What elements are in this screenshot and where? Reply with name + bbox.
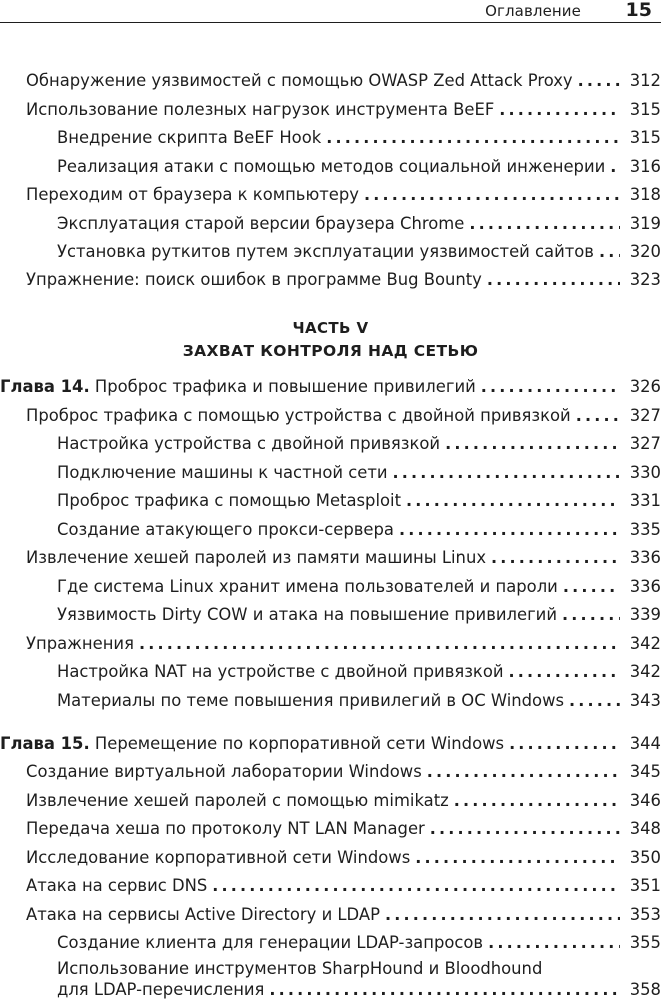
leader-dots <box>399 516 620 544</box>
toc-entry-text: для LDAP-перечисления <box>57 980 265 999</box>
toc-entry-page: 344 <box>629 734 661 753</box>
toc-entry[interactable] <box>0 544 661 572</box>
toc-entry[interactable] <box>0 430 661 458</box>
leader-dots <box>364 181 620 209</box>
leader-dots <box>212 872 620 900</box>
leader-dots <box>430 815 620 843</box>
toc-entry-page: 343 <box>629 691 661 710</box>
toc-entry-text: Атака на сервисы Active Directory и LDAP <box>26 905 380 924</box>
toc-entry-page: 336 <box>629 548 661 567</box>
toc-entry[interactable] <box>0 459 661 487</box>
leader-dots <box>454 787 620 815</box>
toc-entry-page: 335 <box>629 520 661 539</box>
leader-dots <box>139 630 620 658</box>
toc-entry-text: Подключение машины к частной сети <box>57 463 388 482</box>
leader-dots <box>469 210 620 238</box>
toc-entry-page: 331 <box>629 491 661 510</box>
toc-entry-page: 342 <box>629 662 661 681</box>
toc-entry-text: Извлечение хешей паролей с помощью mimikatz <box>26 791 449 810</box>
toc-entry-text: Атака на сервис DNS <box>26 876 208 895</box>
part-title: ЗАХВАТ КОНТРОЛЯ НАД СЕТЬЮ <box>182 342 479 360</box>
toc-entry-page: 323 <box>629 270 661 289</box>
toc-entry-page: 342 <box>629 634 661 653</box>
toc-entry-text: Создание атакующего прокси-сервера <box>57 520 394 539</box>
toc-entry[interactable] <box>0 96 661 124</box>
toc-entry-text: Использование полезных нагрузок инструмента BeEF <box>26 100 495 119</box>
header-page-number: 15 <box>625 0 652 21</box>
toc-entry-page: 330 <box>629 463 661 482</box>
leader-dots <box>488 929 620 957</box>
toc-entry-page: 351 <box>629 876 661 895</box>
toc-chapter-15[interactable] <box>0 730 661 758</box>
toc-entry-text: Реализация атаки с помощью методов социальной инженерии <box>57 157 606 176</box>
toc-entry-text: Внедрение скрипта BeEF Hook <box>57 128 322 147</box>
leader-dots <box>427 758 620 786</box>
chapter-heading <box>0 373 476 401</box>
leader-dots <box>509 730 620 758</box>
leader-dots <box>569 687 620 715</box>
leader-dots <box>491 544 620 572</box>
toc-entry[interactable] <box>0 181 661 209</box>
toc-entry[interactable] <box>0 658 661 686</box>
toc-entry-page: 346 <box>629 791 661 810</box>
toc-entry[interactable] <box>0 844 661 872</box>
toc-entry-text: Упражнения <box>26 634 134 653</box>
leader-dots <box>487 266 620 294</box>
toc-entry-text: Настройка NAT на устройстве с двойной привязкой <box>57 662 504 681</box>
toc-entry-page: 353 <box>629 905 661 924</box>
leader-dots <box>415 844 620 872</box>
toc-entry-page: 327 <box>629 406 661 425</box>
toc-entry[interactable] <box>0 153 661 181</box>
toc-entry-page: 319 <box>629 214 661 233</box>
toc-entry-page: 339 <box>629 605 661 624</box>
toc-entry-text: Где система Linux хранит имена пользователей и пароли <box>57 577 558 596</box>
toc-entry[interactable] <box>0 124 661 152</box>
chapter-heading <box>0 730 504 758</box>
toc-entry-text: Упражнение: поиск ошибок в программе Bug Bounty <box>26 270 482 289</box>
toc-entry-page: 316 <box>629 157 661 176</box>
toc-entry-page: 318 <box>629 185 661 204</box>
part-label: ЧАСТЬ V <box>292 319 369 337</box>
toc-entry-text-wrapped[interactable]: Использование инструментов SharpHound и Bloodhound <box>57 959 543 978</box>
toc-entry-text: Эксплуатация старой версии браузера Chrome <box>57 214 465 233</box>
toc-entry[interactable] <box>0 758 661 786</box>
leader-dots <box>562 601 620 629</box>
chapter-label: Глава 15. <box>0 734 90 753</box>
toc-entry[interactable] <box>0 901 661 929</box>
toc-entry-text: Создание клиента для генерации LDAP-запросов <box>57 933 484 952</box>
toc-entry-page: 327 <box>629 434 661 453</box>
toc-entry-page: 350 <box>629 848 661 867</box>
toc-entry[interactable] <box>0 630 661 658</box>
leader-dots <box>563 573 620 601</box>
leader-dots <box>578 67 620 95</box>
toc-entry[interactable] <box>0 516 661 544</box>
toc-entry[interactable] <box>0 266 661 294</box>
toc-entry-text: Проброс трафика с помощью Metasploit <box>57 491 402 510</box>
leader-dots <box>385 901 620 929</box>
leader-dots <box>576 402 620 430</box>
header-title: Оглавление <box>485 2 581 20</box>
toc-entry-page: 355 <box>629 933 661 952</box>
toc-entry-page: 336 <box>629 577 661 596</box>
toc-entry[interactable] <box>0 238 661 266</box>
leader-dots <box>509 658 620 686</box>
leader-dots <box>326 124 620 152</box>
toc-entry-page: 345 <box>629 762 661 781</box>
toc-entry-page: 358 <box>629 980 661 999</box>
toc-entry-text: Переходим от браузера к компьютеру <box>26 185 359 204</box>
toc-entry-page: 315 <box>629 100 661 119</box>
toc-entry[interactable] <box>0 687 661 715</box>
leader-dots <box>481 373 620 401</box>
toc-entry-text: Извлечение хешей паролей из памяти машины Linux <box>26 548 487 567</box>
toc-entry[interactable] <box>0 487 661 515</box>
toc-entry-page: 348 <box>629 819 661 838</box>
toc-entry-text: Исследование корпоративной сети Windows <box>26 848 411 867</box>
toc-entry-text: Создание виртуальной лаборатории Windows <box>26 762 422 781</box>
leader-dots <box>393 459 620 487</box>
chapter-title: Перемещение по корпоративной сети Windows <box>94 734 505 753</box>
leader-dots <box>499 96 620 124</box>
toc-entry-text: Материалы по теме повышения привилегий в ОС Windows <box>57 691 565 710</box>
toc-entry-text: Проброс трафика с помощью устройства с двойной привязкой <box>26 406 571 425</box>
leader-dots <box>445 430 620 458</box>
toc-entry-text: Уязвимость Dirty COW и атака на повышение привилегий <box>57 605 557 624</box>
toc-entry-text: Настройка устройства с двойной привязкой <box>57 434 441 453</box>
toc-chapter-14[interactable] <box>0 373 661 401</box>
toc-entry[interactable] <box>0 872 661 900</box>
toc-entry[interactable] <box>0 929 661 957</box>
toc-entry-text: Установка руткитов путем эксплуатации уязвимостей сайтов <box>57 242 594 261</box>
toc-entry-text: Обнаружение уязвимостей с помощью OWASP Zed Attack Proxy <box>26 71 573 90</box>
toc-entry-page: 326 <box>629 377 661 396</box>
toc-entry-text: Передача хеша по протоколу NT LAN Manager <box>26 819 425 838</box>
leader-dots <box>406 487 620 515</box>
toc-entry[interactable] <box>0 815 661 843</box>
toc-entry[interactable] <box>0 573 661 601</box>
toc-entry[interactable] <box>0 210 661 238</box>
leader-dots <box>599 238 620 266</box>
toc-entry[interactable] <box>0 402 661 430</box>
toc-entry[interactable] <box>0 67 661 95</box>
running-header <box>0 0 661 24</box>
toc-entry[interactable] <box>0 787 661 815</box>
chapter-label: Глава 14. <box>0 377 90 396</box>
chapter-title: Проброс трафика и повышение привилегий <box>94 377 476 396</box>
leader-dots <box>610 153 620 181</box>
toc-entry-page: 312 <box>629 71 661 90</box>
toc-entry[interactable] <box>0 601 661 629</box>
toc-entry-page: 320 <box>629 242 661 261</box>
toc-entry-page: 315 <box>629 128 661 147</box>
header-rule <box>0 22 661 23</box>
